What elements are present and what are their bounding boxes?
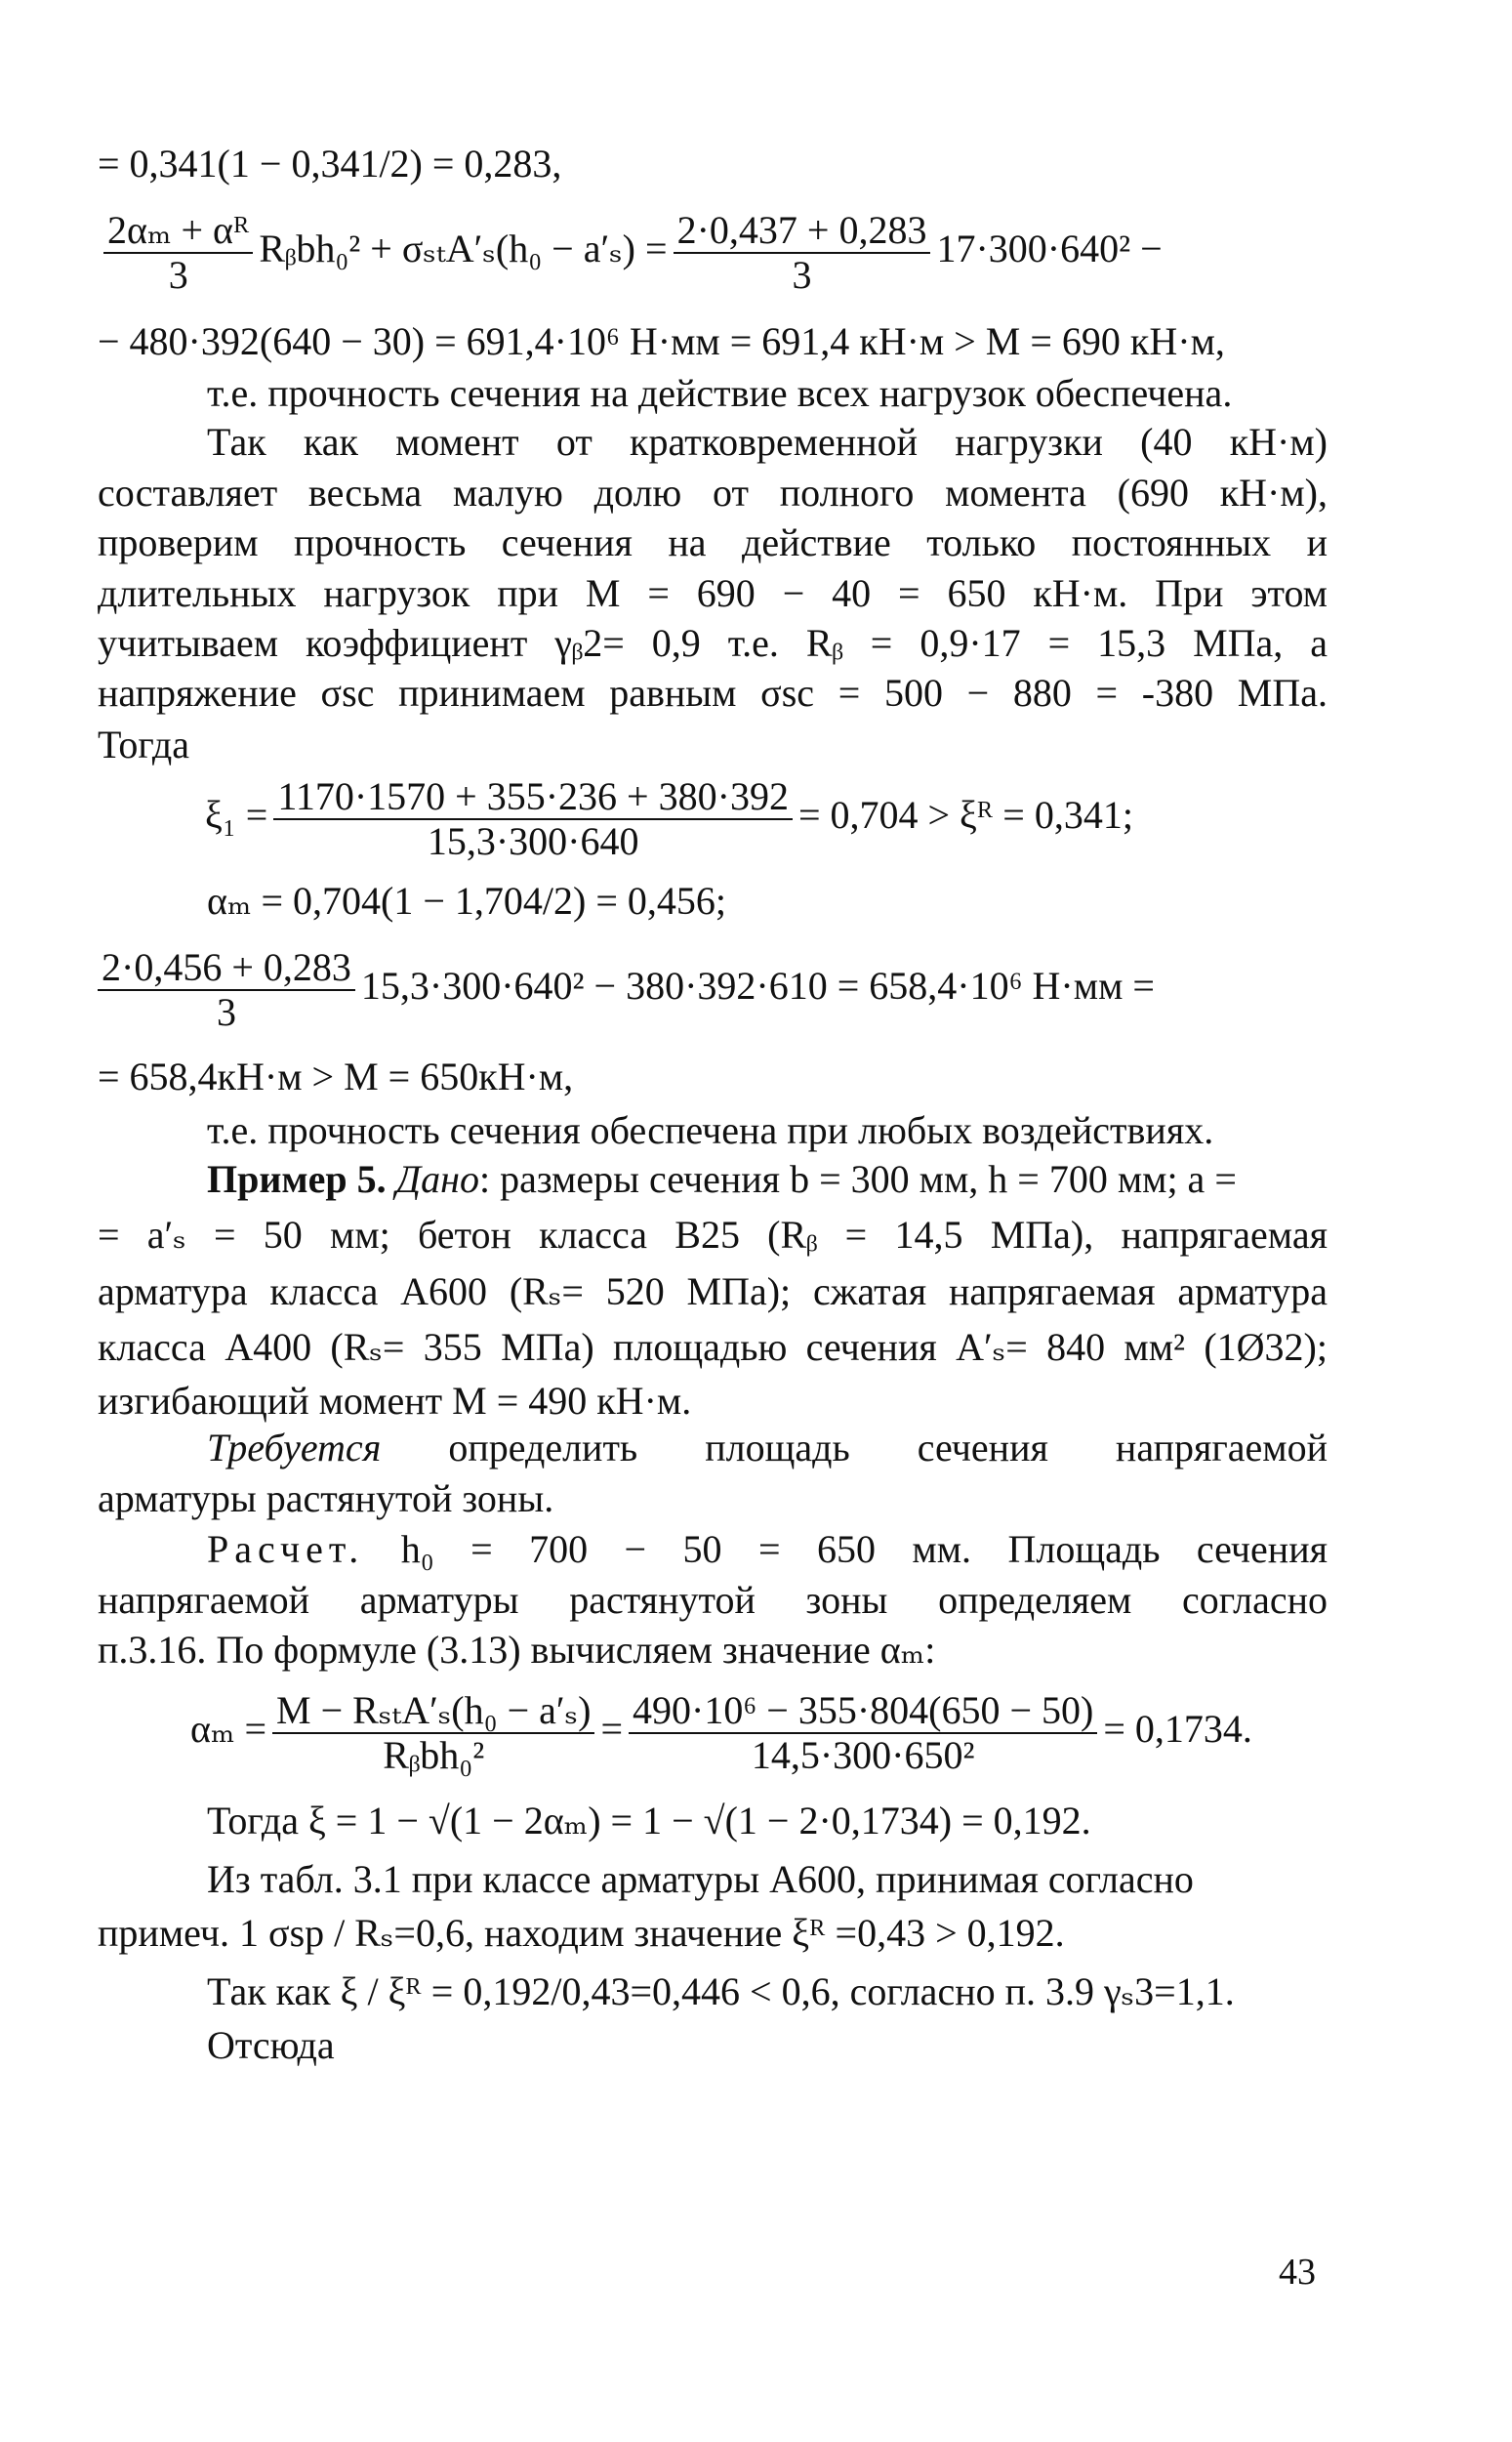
fraction-numerator: 1170·1570 + 355·236 + 380·392 bbox=[273, 775, 793, 820]
text-line: составляет весьма малую долю от полного момента (690 кН·м), bbox=[98, 471, 1328, 515]
text-line: напряжение σsc принимаем равным σsc = 500 − 880 = -380 МПа. bbox=[98, 671, 1328, 715]
equation-text: 17·300·640² − bbox=[936, 227, 1163, 270]
fraction bbox=[629, 1689, 1097, 1777]
text-line: т.е. прочность сечения обеспечена при любых воздействиях. bbox=[207, 1108, 1214, 1152]
equation-line: αₘ = 0,704(1 − 1,704/2) = 0,456; bbox=[207, 879, 727, 923]
fraction-numerator: M − RₛₜA′ₛ(h₀ − a′ₛ) bbox=[272, 1689, 594, 1734]
fraction-denominator: 3 bbox=[216, 989, 236, 1034]
equation-line: − 480·392(640 − 30) = 691,4·10⁶ Н·мм = 691,4 кН·м > M = 690 кН·м, bbox=[98, 319, 1225, 363]
given-label: Дано bbox=[395, 1157, 479, 1201]
equation-line bbox=[190, 1675, 1328, 1784]
equation-line bbox=[205, 762, 1328, 869]
equation-line: = 0,341(1 − 0,341/2) = 0,283, bbox=[98, 142, 562, 186]
equation-text: = bbox=[600, 1707, 623, 1751]
fraction-denominator: 15,3·300·640 bbox=[427, 818, 639, 863]
fraction bbox=[273, 775, 793, 863]
text-line: : размеры сечения b = 300 мм, h = 700 мм; a = bbox=[478, 1157, 1237, 1201]
requirement-line bbox=[207, 1424, 1328, 1472]
fraction-denominator: 3 bbox=[168, 252, 188, 297]
equation-text: ξ₁ = bbox=[205, 793, 268, 837]
equation-text: 15,3·300·640² − 380·392·610 = 658,4·10⁶ Н·мм = bbox=[360, 964, 1155, 1008]
equation-line bbox=[98, 200, 1328, 298]
text-line: Отсюда bbox=[207, 2023, 335, 2067]
calculation-label: Расчет. bbox=[207, 1527, 365, 1571]
text-line: длительных нагрузок при M = 690 − 40 = 650 кН·м. При этом bbox=[98, 571, 1328, 615]
example-title: Пример 5. bbox=[207, 1157, 387, 1201]
text-line: проверим прочность сечения на действие только постоянных и bbox=[98, 520, 1328, 564]
fraction bbox=[272, 1689, 594, 1777]
equation-line: Тогда ξ = 1 − √(1 − 2αₘ) = 1 − √(1 − 2·0,1734) = 0,192. bbox=[207, 1799, 1091, 1842]
calculation-line bbox=[207, 1525, 1328, 1574]
fraction bbox=[103, 209, 253, 297]
text-line: класса А400 (Rₛ= 355 МПа) площадью сечения A′ₛ= 840 мм² (1Ø32); bbox=[98, 1325, 1328, 1369]
text-line: Так как ξ / ξᴿ = 0,192/0,43=0,446 < 0,6, согласно п. 3.9 γₛ3=1,1. bbox=[207, 1969, 1235, 2013]
text-line: арматура класса А600 (Rₛ= 520 МПа); сжатая напрягаемая арматура bbox=[98, 1269, 1328, 1313]
text-line: арматуры растянутой зоны. bbox=[98, 1476, 554, 1520]
text-line: определить площадь сечения напрягаемой bbox=[448, 1426, 1328, 1469]
required-label: Требуется bbox=[207, 1426, 382, 1469]
text-line: h₀ = 700 − 50 = 650 мм. Площадь сечения bbox=[400, 1527, 1328, 1571]
fraction-numerator: 490·10⁶ − 355·804(650 − 50) bbox=[629, 1689, 1097, 1734]
fraction-numerator: 2·0,456 + 0,283 bbox=[98, 946, 355, 991]
equation-line bbox=[98, 932, 1328, 1040]
text-line: Тогда bbox=[98, 723, 189, 766]
fraction-denominator: 14,5·300·650² bbox=[751, 1732, 975, 1777]
text-line: напрягаемой арматуры растянутой зоны определяем согласно bbox=[98, 1578, 1328, 1622]
equation-text: αₘ = bbox=[190, 1707, 267, 1751]
fraction-denominator: Rᵦbh₀² bbox=[383, 1732, 485, 1777]
fraction-numerator: 2αₘ + αᴿ bbox=[103, 209, 253, 254]
text-line: учитываем коэффициент γᵦ2= 0,9 т.е. Rᵦ = 0,9·17 = 15,3 МПа, а bbox=[98, 621, 1328, 665]
text-line: = a′ₛ = 50 мм; бетон класса В25 (Rᵦ = 14,5 МПа), напрягаемая bbox=[98, 1213, 1328, 1257]
fraction bbox=[98, 946, 355, 1034]
text-line: изгибающий момент M = 490 кН·м. bbox=[98, 1379, 692, 1423]
equation-line: = 658,4кН·м > M = 650кН·м, bbox=[98, 1055, 574, 1098]
fraction-denominator: 3 bbox=[792, 252, 812, 297]
equation-text: = 0,704 > ξᴿ = 0,341; bbox=[797, 793, 1133, 837]
page-number: 43 bbox=[1279, 2252, 1316, 2293]
text-line: п.3.16. По формуле (3.13) вычисляем значение αₘ: bbox=[98, 1628, 936, 1672]
text-line: т.е. прочность сечения на действие всех нагрузок обеспечена. bbox=[207, 371, 1233, 415]
equation-text: = 0,1734. bbox=[1103, 1707, 1252, 1751]
equation-text: Rᵦbh₀² + σₛₜA′ₛ(h₀ − a′ₛ) = bbox=[259, 227, 668, 270]
text-line: Из табл. 3.1 при классе арматуры А600, принимая согласно bbox=[207, 1857, 1194, 1901]
text-line: Так как момент от кратковременной нагрузки (40 кН·м) bbox=[207, 420, 1328, 464]
text-line: примеч. 1 σsp / Rₛ=0,6, находим значение ξᴿ =0,43 > 0,192. bbox=[98, 1911, 1065, 1955]
fraction bbox=[674, 209, 931, 297]
example-heading-line bbox=[207, 1155, 1328, 1204]
fraction-numerator: 2·0,437 + 0,283 bbox=[674, 209, 931, 254]
